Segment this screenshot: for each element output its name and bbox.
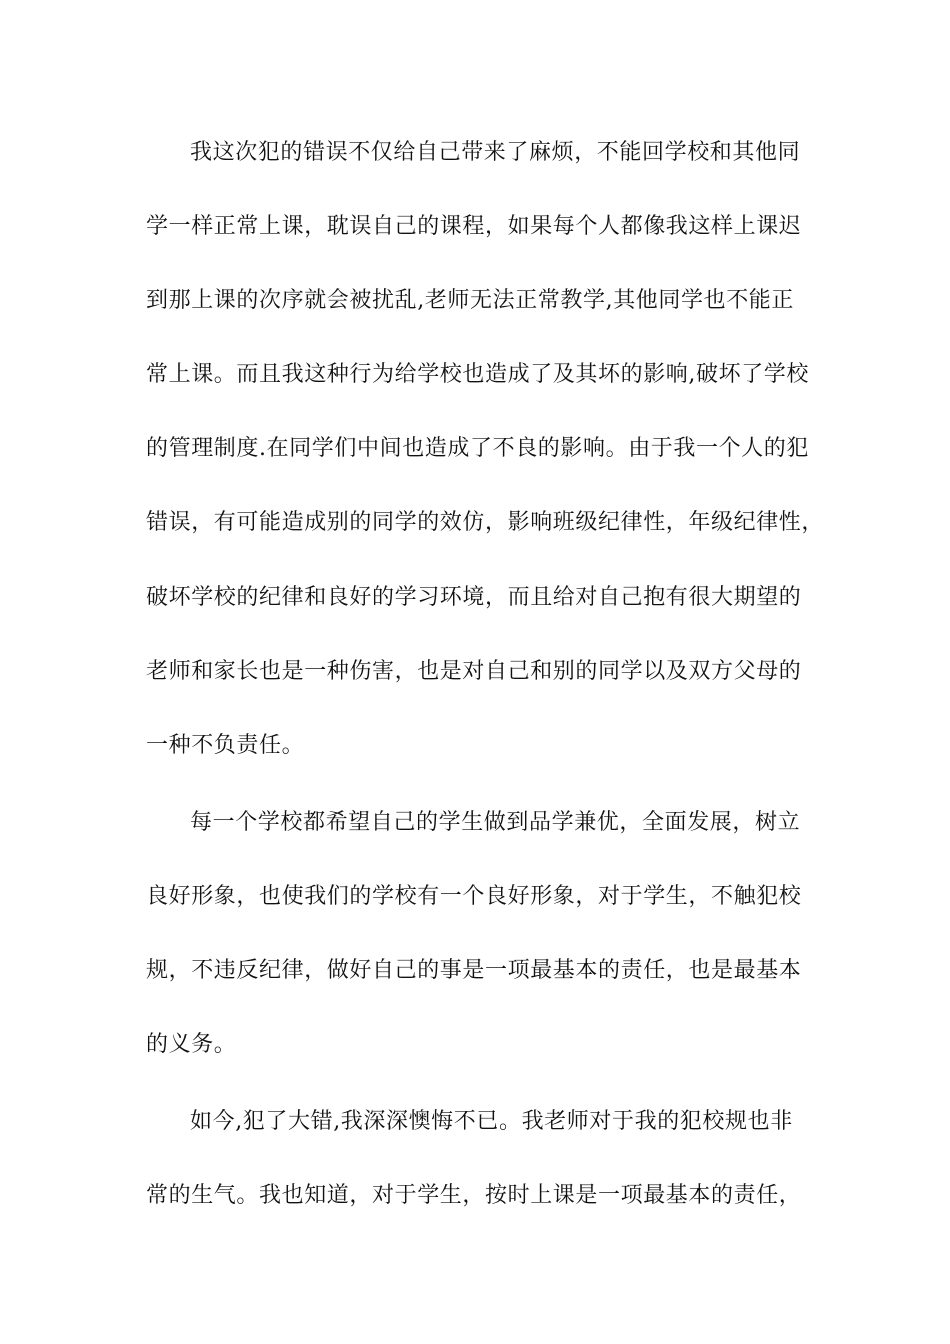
- paragraph-1-line-7: 破坏学校的纪律和良好的学习环境，而且给对自己抱有很大期望的: [146, 585, 802, 610]
- paragraph-2-line-2: 良好形象，也使我们的学校有一个良好形象，对于学生，不触犯校: [146, 884, 802, 909]
- paragraph-1-line-8: 老师和家长也是一种伤害，也是对自己和别的同学以及双方父母的: [146, 659, 802, 684]
- paragraph-2-line-4: 的义务。: [146, 1032, 237, 1057]
- paragraph-2-line-3: 规，不违反纪律，做好自己的事是一项最基本的责任，也是最基本: [146, 958, 802, 983]
- paragraph-1-line-2: 学一样正常上课，耽误自己的课程，如果每个人都像我这样上课迟: [146, 214, 802, 239]
- paragraph-1-line-6: 错误，有可能造成别的同学的效仿，影响班级纪律性，年级纪律性，: [146, 510, 825, 535]
- paragraph-1-line-4: 常上课。而且我这种行为给学校也造成了及其坏的影响,破坏了学校: [146, 362, 809, 387]
- paragraph-1-line-1: 我这次犯的错误不仅给自己带来了麻烦，不能回学校和其他同: [190, 140, 801, 165]
- paragraph-1-line-9: 一种不负责任。: [146, 733, 305, 758]
- paragraph-3-line-2: 常的生气。我也知道，对于学生，按时上课是一项最基本的责任，: [146, 1183, 802, 1208]
- paragraph-1-line-5: 的管理制度.在同学们中间也造成了不良的影响。由于我一个人的犯: [146, 436, 809, 461]
- paragraph-2-line-1: 每一个学校都希望自己的学生做到品学兼优，全面发展，树立: [190, 810, 801, 835]
- paragraph-3-line-1: 如今,犯了大错,我深深懊悔不已。我老师对于我的犯校规也非: [190, 1109, 793, 1134]
- paragraph-1-line-3: 到那上课的次序就会被扰乱,老师无法正常教学,其他同学也不能正: [146, 288, 794, 313]
